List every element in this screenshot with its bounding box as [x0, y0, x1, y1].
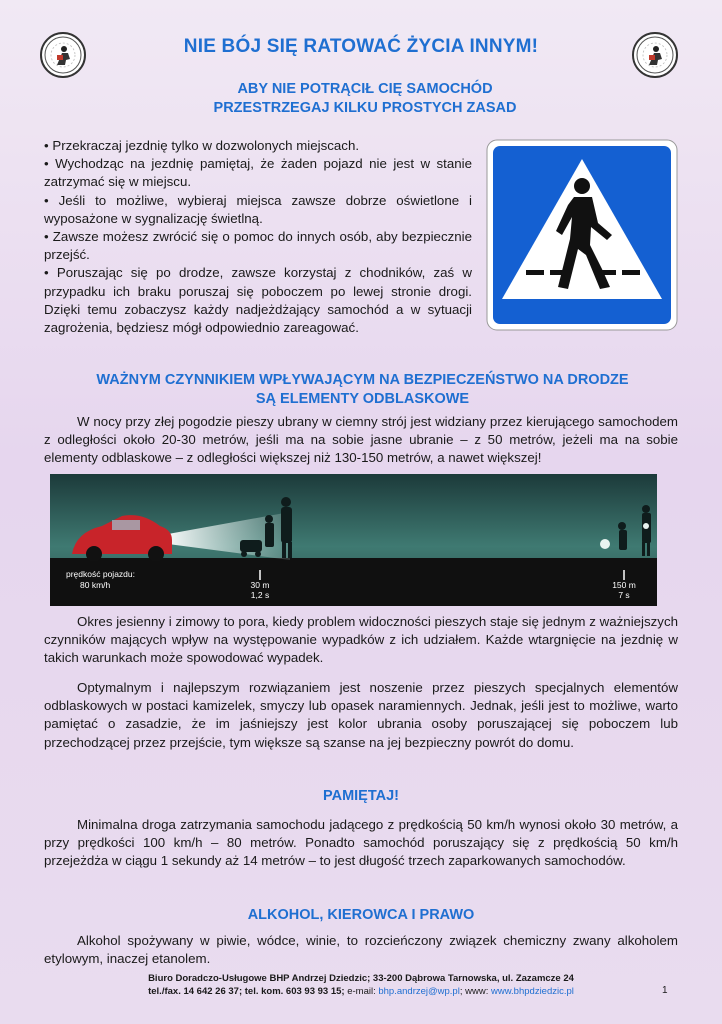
paragraph-alcohol — [44, 932, 678, 968]
footer-email-label: e-mail: — [347, 986, 376, 997]
paragraph-text: Okres jesienny i zimowy to pora, kiedy problem widoczności pieszych staje się jednym z ważniejszych czynników mających wpływ na występowanie wypadków z ich udziałem. Każde wtargnięcie na jezdnię w takich warunkach może spowodować wypadek. — [44, 614, 678, 666]
page-title: NIE BÓJ SIĘ RATOWAĆ ŻYCIA INNYM! — [183, 36, 539, 57]
page-footer — [100, 972, 622, 998]
subtitle-line: PRZESTRZEGAJ KILKU PROSTYCH ZASAD — [213, 100, 517, 116]
paragraph-text: Minimalna droga zatrzymania samochodu jadącego z prędkością 50 km/h wynosi około 30 metrów, a przy prędkości 100 km/h – 80 metrów. Ponadto samochód poruszający się z prędkością 50 km/h przejeżdża w ciągu 1 sekundy aż 14 metrów – to jest długość trzech zaparkowanych samochodów. — [44, 817, 678, 869]
paragraph-autumn-winter — [44, 613, 678, 668]
paragraph-night-visibility — [44, 413, 678, 468]
footer-website-link[interactable]: www.bhpdziedzic.pl — [490, 986, 574, 997]
safety-rules-list — [44, 137, 472, 337]
reflector-icon — [600, 539, 610, 549]
pedestrian-crossing-sign-icon — [486, 139, 678, 331]
section-heading-remember: PAMIĘTAJ! — [323, 788, 399, 804]
logo-figure-icon — [635, 35, 675, 75]
near-time-label: 1,2 s — [250, 590, 270, 600]
list-item: • Przekraczaj jezdnię tylko w dozwolonych miejscach. — [44, 138, 360, 153]
section-heading-line: SĄ ELEMENTY ODBLASKOWE — [255, 391, 470, 407]
list-item: • Wychodząc na jezdnię pamiętaj, że żaden pojazd nie jest w stanie zatrzymać się w miejscu. — [44, 156, 472, 190]
footer-company: Biuro Doradczo-Usługowe BHP Andrzej Dziedzic; 33-200 Dąbrowa Tarnowska, ul. Zazamcze 24 — [148, 973, 574, 984]
speed-label: prędkość pojazdu: — [66, 569, 135, 579]
footer-phone: tel./fax. 14 642 26 37; tel. kom. 603 93 93 15; — [148, 986, 345, 997]
paragraph-stopping-distance — [44, 816, 678, 871]
subtitle-line: ABY NIE POTRĄCIŁ CIĘ SAMOCHÓD — [237, 81, 493, 97]
list-item: • Poruszając się po drodze, zawsze korzystaj z chodników, zaś w przypadku ich braku poruszaj się poboczem po lewej stronie drogi. Dzięki temu zobaczysz każdy nadjeżdżający samochód a w sytuacji zagrożenia, będziesz mógł odpowiednio zareagować. — [44, 265, 472, 336]
paragraph-text: Alkohol spożywany w piwie, wódce, winie, to rozcieńczony związek chemiczny zwany alkoholem etylowym, inaczej etanolem. — [44, 933, 678, 967]
list-item: • Jeśli to możliwe, wybieraj miejsca zawsze dobrze oświetlone i wyposażone w sygnalizację świetlną. — [44, 192, 472, 226]
company-logo-left — [40, 32, 86, 78]
footer-www-label: ; www: — [459, 986, 489, 997]
paragraph-reflective-elements — [44, 679, 678, 752]
speed-value: 80 km/h — [80, 580, 111, 590]
section-heading-reflective — [90, 371, 635, 409]
page-number: 1 — [662, 985, 668, 996]
near-distance-label: 30 m — [250, 580, 270, 590]
logo-figure-icon — [43, 35, 83, 75]
paragraph-text: W nocy przy złej pogodzie pieszy ubrany w ciemny strój jest widziany przez kierującego samochodem z odległości około 20-30 metrów, jeśli ma na sobie jasne ubranie – z 50 metrów, jeżeli ma na sobie elementy odblaskowe – z odległości większej niż 130-150 metrów, a nawet większej! — [44, 414, 678, 466]
company-logo-right — [632, 32, 678, 78]
section-heading-line: WAŻNYM CZYNNIKIEM WPŁYWAJĄCYM NA BEZPIECZEŃSTWO NA DRODZE — [96, 372, 629, 388]
list-item: • Zawsze możesz zwrócić się o pomoc do innych osób, aby bezpiecznie przejść. — [44, 229, 472, 263]
subtitle — [150, 80, 580, 118]
far-distance-label: 150 m — [612, 580, 636, 590]
night-visibility-illustration — [50, 474, 657, 606]
footer-email-link[interactable]: bhp.andrzej@wp.pl — [378, 986, 460, 997]
section-heading-alcohol: ALKOHOL, KIEROWCA I PRAWO — [247, 907, 475, 923]
paragraph-text: Optymalnym i najlepszym rozwiązaniem jest noszenie przez pieszych specjalnych elementów odblaskowych w postaci kamizelek, smyczy lub opasek naramiennych. Jednak, jeśli jest to możliwe, warto pamiętać o zasadzie, że im jaśniejszy jest kolor ubrania osoby poruszającej się poboczem lub przechodzącej przez przejście, tym większe są szanse na jej bezpieczny powrót do domu. — [44, 680, 678, 750]
far-time-label: 7 s — [618, 590, 630, 600]
